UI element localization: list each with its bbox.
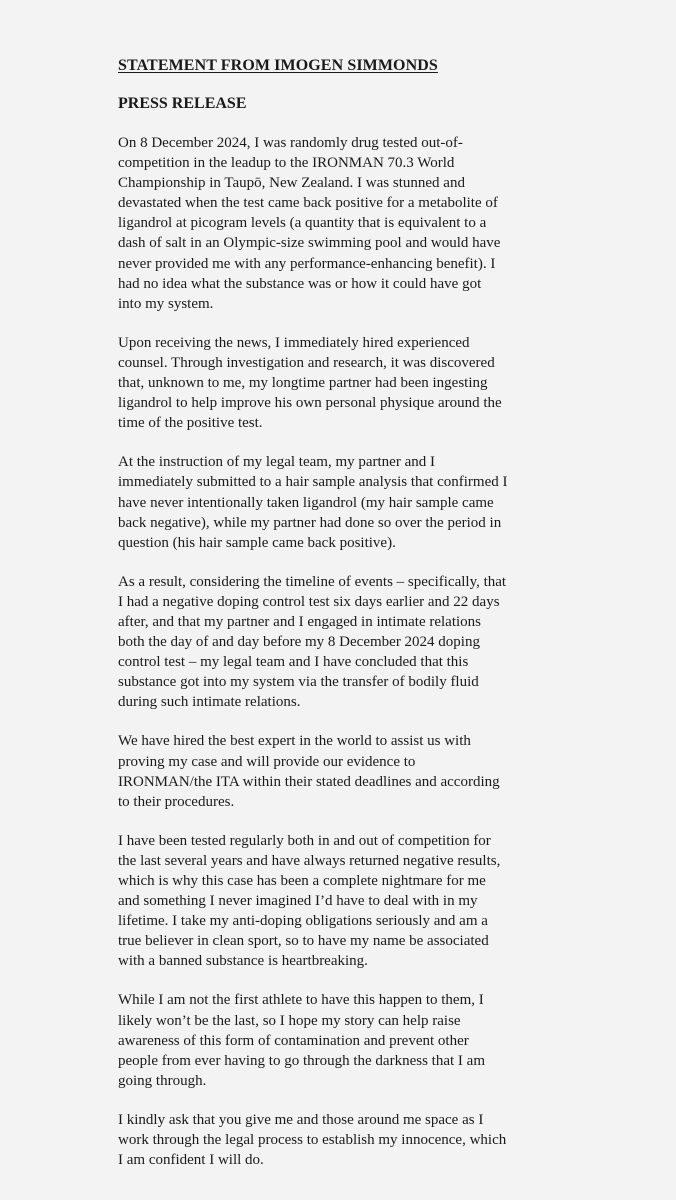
paragraph-drug-test bbox=[118, 133, 636, 314]
text-line: into my system. bbox=[118, 295, 214, 312]
paragraph-testing-history bbox=[118, 831, 636, 972]
text-line: likely won’t be the last, so I hope my story can help raise bbox=[118, 1012, 461, 1029]
text-line: I have been tested regularly both in and out of competition for bbox=[118, 832, 491, 849]
text-line: and something I never imagined I’d have to deal with in my bbox=[118, 893, 478, 910]
text-line: At the instruction of my legal team, my partner and I bbox=[118, 454, 435, 471]
text-line: I had a negative doping control test six days earlier and 22 days bbox=[118, 593, 500, 610]
text-line: people from ever having to go through the darkness that I am bbox=[118, 1052, 485, 1069]
text-line: both the day of and day before my 8 December 2024 doping bbox=[118, 634, 480, 651]
text-line: I am confident I will do. bbox=[118, 1152, 264, 1169]
text-line: ligandrol at picogram levels (a quantity that is equivalent to a bbox=[118, 215, 487, 232]
text-line: Championship in Taupō, New Zealand. I was stunned and bbox=[118, 175, 465, 192]
text-line: going through. bbox=[118, 1072, 207, 1089]
text-line: work through the legal process to establish my innocence, which bbox=[118, 1132, 507, 1149]
paragraph-hair-sample bbox=[118, 452, 636, 552]
statement-title: STATEMENT FROM IMOGEN SIMMONDS bbox=[118, 57, 438, 74]
text-line: substance got into my system via the transfer of bodily fluid bbox=[118, 674, 479, 691]
text-line: back negative), while my partner had done so over the period in bbox=[118, 514, 502, 531]
text-line: proving my case and will provide our evidence to bbox=[118, 753, 416, 770]
text-line: devastated when the test came back positive for a metabolite of bbox=[118, 195, 498, 212]
text-line: true believer in clean sport, so to have my name be associated bbox=[118, 933, 489, 950]
text-line: lifetime. I take my anti-doping obligations seriously and am a bbox=[118, 913, 488, 930]
text-line: to their procedures. bbox=[118, 793, 235, 810]
press-release-heading: PRESS RELEASE bbox=[118, 95, 247, 112]
text-line: awareness of this form of contamination and prevent other bbox=[118, 1032, 469, 1049]
text-line: the last several years and have always returned negative results, bbox=[118, 852, 501, 869]
text-line: question (his hair sample came back positive). bbox=[118, 534, 396, 551]
text-line: As a result, considering the timeline of events – specifically, that bbox=[118, 573, 507, 590]
paragraph-expert bbox=[118, 731, 636, 811]
text-line: had no idea what the substance was or how it could have got bbox=[118, 275, 482, 292]
text-line: We have hired the best expert in the world to assist us with bbox=[118, 733, 471, 750]
text-line: dash of salt in an Olympic-size swimming pool and would have bbox=[118, 235, 501, 252]
text-line: which is why this case has been a complete nightmare for me bbox=[118, 873, 486, 889]
paragraph-timeline bbox=[118, 572, 636, 713]
text-line: Upon receiving the news, I immediately hired experienced bbox=[118, 334, 470, 351]
text-line: I kindly ask that you give me and those around me space as I bbox=[118, 1111, 484, 1128]
text-line: have never intentionally taken ligandrol (my hair sample came bbox=[118, 494, 494, 511]
text-line: IRONMAN/the ITA within their stated deadlines and according bbox=[118, 773, 500, 790]
text-line: with a banned substance is heartbreaking. bbox=[118, 953, 368, 970]
text-line: While I am not the first athlete to have this happen to them, I bbox=[118, 992, 484, 1009]
text-line: never provided me with any performance-enhancing benefit). I bbox=[118, 255, 496, 272]
paragraph-closing bbox=[118, 1110, 636, 1170]
text-line: during such intimate relations. bbox=[118, 694, 301, 711]
paragraph-counsel bbox=[118, 333, 636, 433]
text-line: control test – my legal team and I have concluded that this bbox=[118, 654, 469, 671]
text-line: time of the positive test. bbox=[118, 415, 263, 432]
text-line: competition in the leadup to the IRONMAN 70.3 World bbox=[118, 155, 455, 172]
text-line: counsel. Through investigation and research, it was discovered bbox=[118, 354, 495, 371]
paragraph-awareness bbox=[118, 990, 636, 1090]
text-line: On 8 December 2024, I was randomly drug tested out-of- bbox=[118, 135, 463, 151]
text-line: after, and that my partner and I engaged in intimate relations bbox=[118, 613, 482, 630]
text-line: immediately submitted to a hair sample analysis that confirmed I bbox=[118, 474, 508, 491]
text-line: ligandrol to help improve his own personal physique around the bbox=[118, 395, 502, 412]
text-line: that, unknown to me, my longtime partner had been ingesting bbox=[118, 375, 488, 392]
